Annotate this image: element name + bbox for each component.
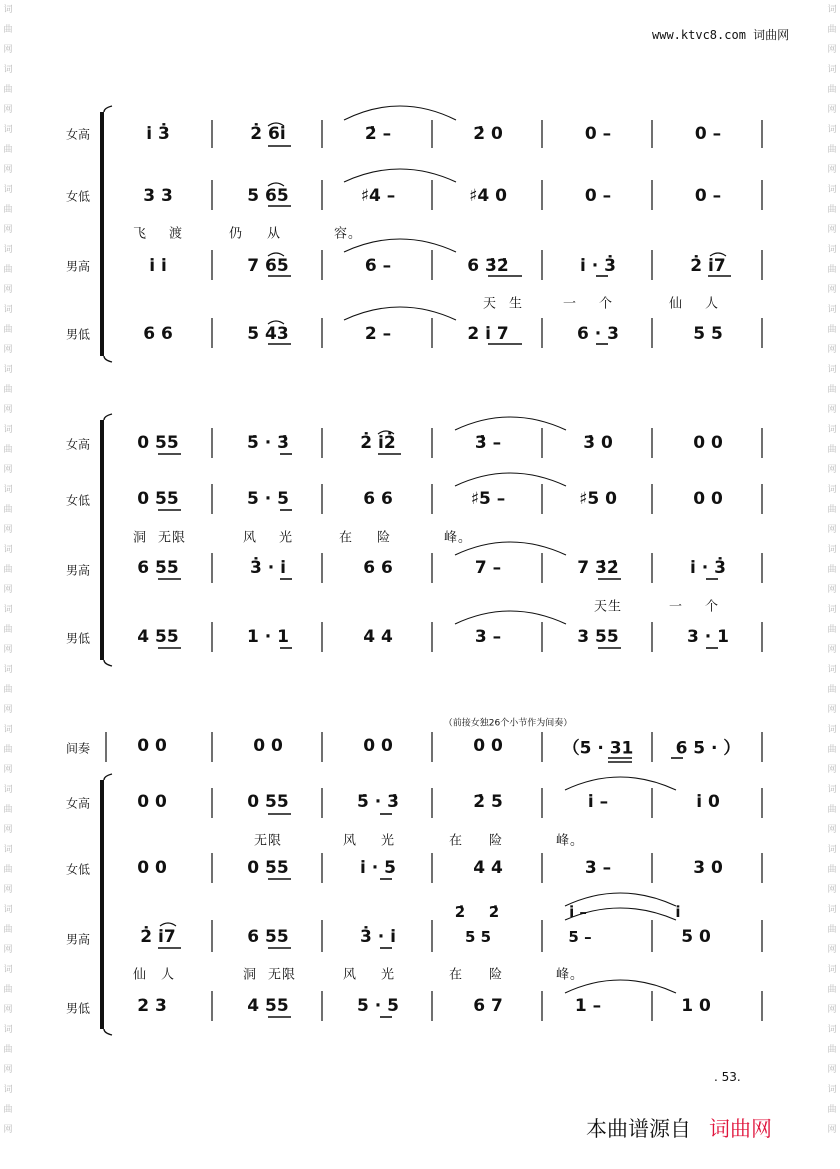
watermark-char: 网: [827, 345, 837, 355]
measure: 0 0: [363, 736, 393, 756]
watermark-char: 词: [827, 425, 837, 435]
lyric: 一: [668, 599, 684, 615]
measure: 0 55: [247, 792, 289, 812]
measure: ♯4 0: [469, 186, 507, 206]
measure: 0 55: [137, 433, 179, 453]
measure: 0 –: [584, 124, 612, 144]
measure: 6 3̇2̇: [467, 256, 509, 276]
lyric: 洞: [132, 530, 148, 546]
watermark-char: 曲: [827, 565, 837, 575]
watermark-char: 词: [3, 5, 13, 15]
measure: 5 43: [247, 324, 289, 344]
watermark-char: 网: [3, 585, 13, 595]
watermark-char: 词: [3, 785, 13, 795]
measure: 3̇ · i̇: [250, 558, 286, 578]
measure: i̇ · 3̇: [690, 558, 726, 578]
watermark-char: 曲: [827, 1045, 837, 1055]
measure: 5 · 5: [247, 489, 289, 509]
measure: 2̇ 0: [473, 124, 503, 144]
measure: 5 5: [464, 928, 492, 946]
measure: 5̇ · 3̇: [247, 433, 289, 453]
watermark-char: 曲: [827, 385, 837, 395]
measure: 3 55: [577, 627, 619, 647]
measure: 2̇ 5: [473, 792, 503, 812]
watermark-char: 词: [3, 185, 13, 195]
measure: 0 55: [137, 489, 179, 509]
watermark-char: 曲: [827, 805, 837, 815]
lyric: 无限: [157, 530, 187, 546]
watermark-char: 词: [827, 965, 837, 975]
lyric: 人: [704, 296, 720, 312]
measure: 2̇ i̇2̇: [360, 433, 396, 453]
measure: ♯5 –: [470, 489, 506, 509]
watermark-char: 词: [827, 125, 837, 135]
lyric: 风: [342, 967, 358, 983]
watermark-char: 词: [827, 725, 837, 735]
lyric: 渡: [168, 226, 184, 242]
watermark-char: 曲: [3, 25, 13, 35]
voice-label: 男高: [66, 259, 91, 274]
lyric: 无限: [253, 833, 283, 849]
watermark-char: 网: [3, 825, 13, 835]
lyric: 峰。: [555, 967, 585, 983]
measure: 0 0: [473, 736, 503, 756]
measure: 0 0: [693, 433, 723, 453]
measure: 5 · 5: [357, 996, 399, 1016]
watermark-char: 曲: [3, 1105, 13, 1115]
measure: 7 65: [247, 256, 289, 276]
measure: ♯4 –: [360, 186, 396, 206]
lyric: 光: [278, 530, 294, 546]
watermark-char: 词: [3, 65, 13, 75]
watermark-char: 曲: [827, 85, 837, 95]
lyric: 容。: [333, 226, 363, 242]
watermark-char: 曲: [827, 445, 837, 455]
watermark-char: 词: [3, 245, 13, 255]
measure: 4 55: [247, 996, 289, 1016]
watermark-char: 词: [3, 1085, 13, 1095]
measure: 3̇ · i̇: [360, 927, 396, 947]
footer-source: [586, 1113, 772, 1143]
watermark-char: 曲: [827, 985, 837, 995]
measure: i̇ · 5: [360, 858, 396, 878]
watermark-char: 网: [3, 885, 13, 895]
watermark-char: 网: [3, 165, 13, 175]
watermark-char: 曲: [3, 445, 13, 455]
watermark-char: 曲: [3, 325, 13, 335]
measure: 4 4: [473, 858, 503, 878]
watermark-char: 词: [827, 1025, 837, 1035]
measure: 5 5: [693, 324, 723, 344]
lyric: 风: [342, 833, 358, 849]
watermark-char: 网: [3, 525, 13, 535]
voice-label: 男高: [66, 563, 91, 578]
watermark-char: 词: [3, 545, 13, 555]
measure: 2 i̇ 7: [467, 324, 509, 344]
lyric: 从: [266, 226, 282, 242]
watermark-char: 网: [827, 45, 837, 55]
measure: 0 –: [694, 186, 722, 206]
voice-label: 女低: [66, 189, 91, 204]
watermark-char: 曲: [3, 625, 13, 635]
watermark-char: 曲: [3, 385, 13, 395]
watermark-char: 曲: [3, 505, 13, 515]
lyric: 峰。: [555, 833, 585, 849]
measure: 5 0: [681, 927, 711, 947]
voice-label: 女低: [66, 493, 91, 508]
chord-note: 2̇: [454, 903, 466, 921]
measure: 5̇ · 3̇: [357, 792, 399, 812]
watermark-char: 网: [827, 885, 837, 895]
watermark-char: 网: [827, 585, 837, 595]
measure: i̇ · 3̇: [580, 256, 616, 276]
watermark-char: 词: [3, 125, 13, 135]
measure: 7 –: [474, 558, 502, 578]
lyric: 在: [448, 833, 464, 849]
watermark-char: 曲: [827, 925, 837, 935]
measure: 6 55: [247, 927, 289, 947]
lyric: 光: [380, 967, 396, 983]
watermark-char: 网: [827, 525, 837, 535]
watermark-char: 曲: [827, 145, 837, 155]
lyric: 在: [448, 967, 464, 983]
watermark-char: 网: [3, 1125, 13, 1135]
watermark-char: 网: [3, 345, 13, 355]
watermark-char: 网: [827, 705, 837, 715]
watermark-char: 网: [827, 405, 837, 415]
voice-label: 男低: [66, 327, 91, 342]
watermark-char: 网: [827, 945, 837, 955]
measure: 0 0: [137, 792, 167, 812]
measure: 0 0: [693, 489, 723, 509]
watermark-char: 词: [827, 845, 837, 855]
lyric: 险: [488, 967, 504, 983]
lyric: 风: [242, 530, 258, 546]
watermark-char: 曲: [827, 265, 837, 275]
watermark-char: 网: [827, 1005, 837, 1015]
watermark-char: 曲: [3, 865, 13, 875]
measure: 3 3: [143, 186, 173, 206]
measure: 6 55: [137, 558, 179, 578]
measure: ♯5 0: [579, 489, 617, 509]
watermark-char: 网: [3, 1005, 13, 1015]
watermark-char: 曲: [3, 805, 13, 815]
chord-note: i̇: [675, 903, 681, 921]
measure: 6 –: [364, 256, 392, 276]
watermark-char: 曲: [827, 505, 837, 515]
footer-prefix: 本曲谱源自: [586, 1117, 691, 1141]
measure: 2̇ 6i̇: [250, 124, 286, 144]
measure: 3̇ 0: [583, 433, 613, 453]
watermark-char: 词: [3, 485, 13, 495]
lyric: 仍: [228, 226, 244, 242]
watermark-char: 曲: [827, 745, 837, 755]
measure: 2̇ –: [364, 124, 392, 144]
measure: 4 4: [363, 627, 393, 647]
measure: （5 · 31: [562, 738, 634, 759]
lyric: 天生: [593, 599, 623, 615]
watermark-char: 网: [3, 285, 13, 295]
measure: 5 65: [247, 186, 289, 206]
measure: 6 6: [363, 489, 393, 509]
lyric: 在: [338, 530, 354, 546]
measure: i̇ 3̇: [146, 124, 170, 144]
watermark-char: 曲: [3, 745, 13, 755]
watermark-char: 网: [3, 225, 13, 235]
footer-brand[interactable]: 词曲网: [709, 1117, 772, 1141]
measure: 0 0: [137, 736, 167, 756]
voice-label: 女低: [66, 862, 91, 877]
watermark-char: 曲: [827, 205, 837, 215]
watermark-char: 词: [827, 185, 837, 195]
lyric: 无限: [267, 967, 297, 983]
voice-label: 女高: [66, 127, 91, 142]
lyric: 人: [160, 967, 176, 983]
voice-label: 女高: [66, 437, 91, 452]
watermark-char: 网: [3, 465, 13, 475]
measure: 3 –: [584, 858, 612, 878]
lyric: 飞: [132, 226, 148, 242]
lyric: 个: [598, 296, 614, 312]
measure: i̇ 0: [696, 792, 720, 812]
watermark-char: 曲: [827, 865, 837, 875]
lyric: 洞: [242, 967, 258, 983]
site-url[interactable]: www.ktvc8.com: [652, 28, 746, 42]
watermark-char: 网: [827, 1125, 837, 1135]
measure: 3 –: [474, 627, 502, 647]
lyric: 一: [562, 296, 578, 312]
watermark-char: 网: [3, 645, 13, 655]
page-number: . 53.: [714, 1070, 741, 1084]
watermark-char: 曲: [3, 565, 13, 575]
watermark-char: 网: [827, 1065, 837, 1075]
watermark-char: 曲: [827, 25, 837, 35]
measure: 3̇ –: [474, 433, 502, 453]
watermark-char: 曲: [3, 145, 13, 155]
watermark-char: 词: [827, 665, 837, 675]
watermark-char: 曲: [827, 1105, 837, 1115]
voice-label: 男低: [66, 631, 91, 646]
watermark-char: 词: [827, 65, 837, 75]
watermark-char: 词: [827, 1085, 837, 1095]
watermark-char: 网: [827, 225, 837, 235]
measure: i̇ i̇: [149, 256, 167, 276]
measure: 1 –: [574, 996, 602, 1016]
watermark-char: 网: [827, 105, 837, 115]
measure: 0 0: [253, 736, 283, 756]
watermark-char: 词: [827, 545, 837, 555]
watermark-char: 词: [3, 905, 13, 915]
measure: 2̇ i̇7: [690, 256, 726, 276]
watermark-char: 网: [827, 825, 837, 835]
measure: 6 6: [143, 324, 173, 344]
measure: 3 0: [693, 858, 723, 878]
measure: 0 55: [247, 858, 289, 878]
measure: 2 –: [364, 324, 392, 344]
watermark-char: 词: [827, 245, 837, 255]
lyric: 峰。: [443, 530, 473, 546]
watermark-char: 词: [3, 1025, 13, 1035]
voice-label: 男高: [66, 932, 91, 947]
lyric: 生: [508, 296, 524, 312]
watermark-char: 词: [3, 365, 13, 375]
watermark-char: 词: [827, 365, 837, 375]
watermark-char: 网: [827, 465, 837, 475]
watermark-char: 词: [827, 305, 837, 315]
watermark-char: 词: [3, 965, 13, 975]
watermark-char: 词: [3, 725, 13, 735]
watermark-char: 网: [827, 165, 837, 175]
watermark-char: 曲: [827, 325, 837, 335]
watermark-char: 词: [3, 425, 13, 435]
watermark-char: 网: [3, 705, 13, 715]
watermark-char: 曲: [3, 265, 13, 275]
watermark-char: 词: [3, 605, 13, 615]
watermark-char: 词: [3, 305, 13, 315]
watermark-char: 网: [827, 285, 837, 295]
watermark-char: 词: [827, 905, 837, 915]
voice-label: 男低: [66, 1001, 91, 1016]
site-name[interactable]: 词曲网: [753, 28, 790, 42]
watermark-char: 网: [3, 105, 13, 115]
watermark-char: 曲: [3, 205, 13, 215]
watermark-char: 网: [827, 645, 837, 655]
measure: 5 –: [568, 928, 592, 946]
measure: 0 –: [694, 124, 722, 144]
measure: 6 5 · ）: [675, 738, 741, 759]
lyric: 光: [380, 833, 396, 849]
measure: 0 0: [137, 858, 167, 878]
measure: 6 6: [363, 558, 393, 578]
watermark-char: 词: [3, 845, 13, 855]
measure: 7 3̇2̇: [577, 558, 619, 578]
watermark-char: 曲: [3, 85, 13, 95]
watermark-char: 曲: [3, 985, 13, 995]
watermark-char: 曲: [827, 685, 837, 695]
measure: 1 · 1: [247, 627, 289, 647]
watermark-char: 词: [827, 785, 837, 795]
interlude-note: （前接女独26个小节作为间奏）: [443, 718, 573, 729]
lyric: 仙: [668, 296, 684, 312]
measure: 6 · 3: [577, 324, 619, 344]
measure: 1 0: [681, 996, 711, 1016]
measure: 2 3: [137, 996, 167, 1016]
lyric: 个: [704, 599, 720, 615]
voice-label: 间奏: [66, 741, 91, 756]
watermark-char: 网: [827, 765, 837, 775]
chord-note: i̇ –: [569, 903, 587, 921]
watermark-char: 网: [3, 45, 13, 55]
lyric: 险: [376, 530, 392, 546]
watermark-char: 词: [827, 485, 837, 495]
measure: 3 · 1: [687, 627, 729, 647]
watermark-char: 曲: [3, 685, 13, 695]
watermark-char: 词: [3, 665, 13, 675]
chord-note: 2̇: [488, 903, 500, 921]
measure: 4 55: [137, 627, 179, 647]
watermark-char: 网: [3, 765, 13, 775]
lyric: 天: [482, 296, 498, 312]
watermark-char: 曲: [3, 925, 13, 935]
measure: 6 7: [473, 996, 503, 1016]
watermark-char: 词: [827, 5, 837, 15]
watermark-char: 网: [3, 945, 13, 955]
watermark-char: 曲: [827, 625, 837, 635]
measure: 2̇ i̇7: [140, 927, 176, 947]
measure: i̇ –: [587, 792, 609, 812]
watermark-char: 词: [827, 605, 837, 615]
voice-label: 女高: [66, 796, 91, 811]
lyric: 险: [488, 833, 504, 849]
watermark-char: 曲: [3, 1045, 13, 1055]
watermark-char: 网: [3, 1065, 13, 1075]
lyric: 仙: [132, 967, 148, 983]
measure: 0 –: [584, 186, 612, 206]
watermark-char: 网: [3, 405, 13, 415]
